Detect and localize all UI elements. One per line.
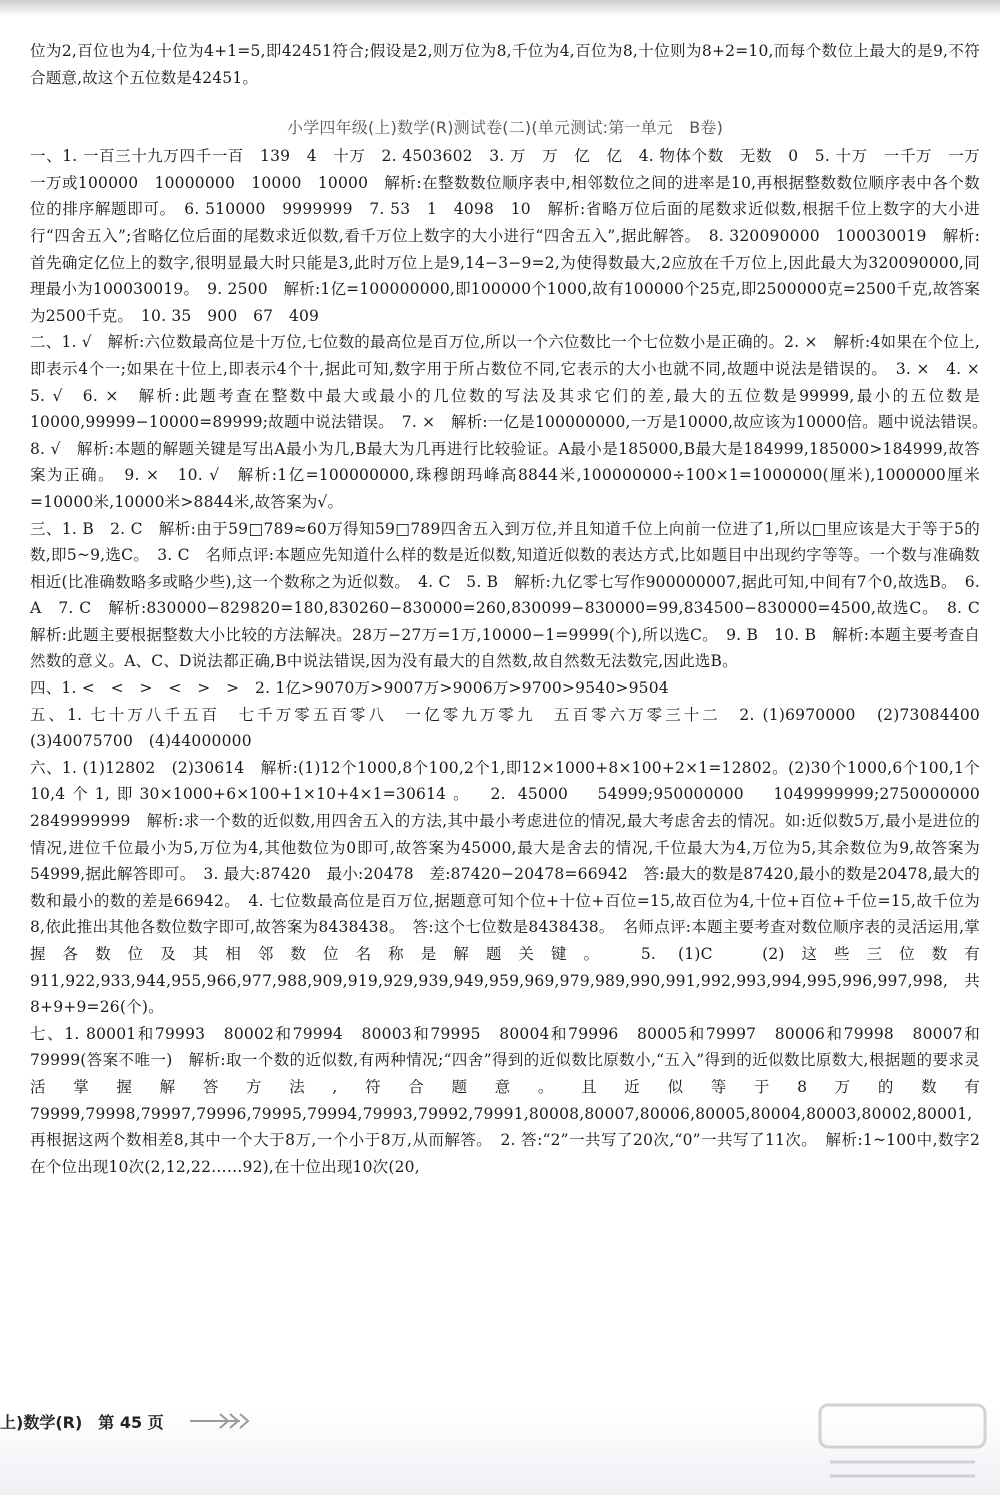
section-title: 小学四年级(上)数学(R)测试卷(二)(单元测试:第一单元 B卷) — [286, 118, 724, 138]
answers-part-3: 三、1. B 2. C 解析:由于59□789≈60万得知59□789四舍五入到万位,并且知道千位上向前一位进了1,所以□里应该是大于等于5的数,即5~9,选C。 3. C 名师点评:本题应先知道什么样的数是近似数,知道近似数的表达方式,比如题目中出现约字等等。一个数与准确数相近(比准确数略多或略少些),这一个数称之为近似数。 4. C 5. B 解析:九亿零七写作900000007,据此可知,中间有7个0,故选B。 6. A 7. C 解析:830000−829820=180,830260−830000=260,830099−830000=99,834500−830000=4500,故选C。 8. C 解析:此题主要根据整数大小比较的方法解决。28万−27万=1万,10000−1=9999(个),所以选C。 9. B 10. B 解析:本题主要考查自然数的意义。A、C、D说法都正确,B中说法错误,因为没有最大的自然数,故自然数无法数完,因此选B。 — [30, 519, 996, 671]
answers-part-6: 六、1. (1)12802 (2)30614 解析:(1)12个1000,8个100,2个1,即12×1000+8×100+2×1=12802。(2)30个1000,6个100,1个10,4个1,即30×1000+6×100+1×10+4×1=30614。 2. 45000 54999;950000000 1049999999;2750000000 2849999999 解析:求一个数的近似数,用四舍五入的方法,其中最小考虑进位的情况,最大考虑舍去的情况。如:近似数5万,最小是进位的情况,进位千位最小为5,万位为4,其他数位为0即可,故答案为45000,最大是舍去的情况,千位最大为4,万位为5,其余数位为9,故答案为54999,据此解答即可。 3. 最大:87420 最小:20478 差:87420−20478=66942 答:最大的数是87420,最小的数是20478,最大的数和最小的数的差是66942。 4. 七位数最高位是百万位,据题意可知个位+十位+百位=15,故百位为4,十位+百位+千位=15,故千位为8,依此推出其他各数位数字即可,故答案为8438438。 答:这个七位数是8438438。 名师点评:本题主要考查对数位顺序表的灵活运用,掌握各数位及其相邻数位名称是解题关键。 5. (1)C (2)这些三位数有911,922,933,944,955,966,977,988,909,919,929,939,949,959,969,979,989,990,991,992,993,994,995,996,997,998,共8+9+9=26(个)。 — [30, 758, 996, 1017]
footer-page-label: 上)数学(R) 第 45 页 — [0, 1413, 164, 1432]
top-paragraph: 位为2,百位也为4,十位为4+1=5,即42451符合;假设是2,则万位为8,千位为4,百位为8,十位则为8+2=10,而每个数位上最大的是9,不符合题意,故这个五位数是42451。 — [30, 42, 980, 87]
answers-part-5: 五、1. 七十万八千五百 七千万零五百零八 一亿零九万零九 五百零六万零三十二 2. (1)6970000 (2)73084400 (3)40075700 (4)44000000 — [30, 705, 996, 751]
answers-part-7: 七、1. 80001和79993 80002和79994 80003和79995 80004和79996 80005和79997 80006和79998 80007和79999(答案不唯一) 解析:取一个数的近似数,有两种情况;“四舍”得到的近似数比原数小,“五入”得到的近似数比原数大,根据题的要求灵活掌握解答方法,符合题意。且近似等于8万的数有79999,79998,79997,79996,79995,79994,79993,79992,79991,80008,80007,80006,80005,80004,80003,80002,80001,再根据这两个数相差8,其中一个大于8万,一个小于8万,从而解答。 2. 答:“2”一共写了20次,“0”一共写了11次。 解析:1~100中,数字2在个位出现10次(2,12,22……92),在十位出现10次(20, — [30, 1024, 980, 1176]
top-edge-shadow — [0, 0, 1000, 16]
answers-part-4: 四、1. < < > < > > 2. 1亿>9070万>9007万>9006万>9700>9540>9504 — [30, 679, 669, 698]
arrow-decoration-icon — [190, 1412, 260, 1430]
watermark-logo-icon — [815, 1400, 990, 1490]
answers-part-2: 二、1. √ 解析:六位数最高位是十万位,七位数的最高位是百万位,所以一个六位数比一个七位数小是正确的。2. × 解析:4如果在个位上,即表示4个一;如果在十位上,即表示4个十,据此可知,数字用于所占数位不同,它表示的大小也就不同,故题中说法是错误的。 3. × 4. × 5. √ 6. × 解析:此题考查在整数中最大或最小的几位数的写法及其求它们的差,最大的五位数是99999,最小的五位数是10000,99999−10000=89999;故题中说法错误。 7. × 解析:一亿是100000000,一万是10000,故应该为10000倍。题中说法错误。 8. √ 解析:本题的解题关键是写出A最小为几,B最大为几再进行比较验证。A最小是185000,B最大是184999,185000>184999,故答案为正确。 9. × 10. √ 解析:1亿=100000000,珠穆朗玛峰高8844米,100000000÷100×1=1000000(厘米),1000000厘米=10000米,10000米>8844米,故答案为√。 — [30, 333, 996, 511]
answer-page — [30, 38, 996, 1180]
answers-part-1: 一、1. 一百三十九万四千一百 139 4 十万 2. 4503602 3. 万 万 亿 亿 4. 物体个数 无数 0 5. 十万 一千万 一万 一万或100000 10000000 10000 10000 解析:在整数数位顺序表中,相邻数位之间的进率是10,再根据整数数位顺序表中各个数位的排序解题即可。 6. 510000 9999999 7. 53 1 4098 10 解析:省略万位后面的尾数求近似数,根据千位上数字的大小进行“四舍五入”;省略亿位后面的尾数求近似数,看千万位上数字的大小进行“四舍五入”,据此解答。 8. 320090000 100030019 解析:首先确定亿位上的数字,很明显最大时只能是3,此时万位上是9,14−3−9=2,为使得数最大,2应放在千万位上,因此最大为320090000,同理最小为100030019。 9. 2500 解析:1亿=100000000,即100000个1000,故有100000个25克,即2500000克=2500千克,故答案为2500千克。 10. 35 900 67 409 — [30, 147, 996, 325]
